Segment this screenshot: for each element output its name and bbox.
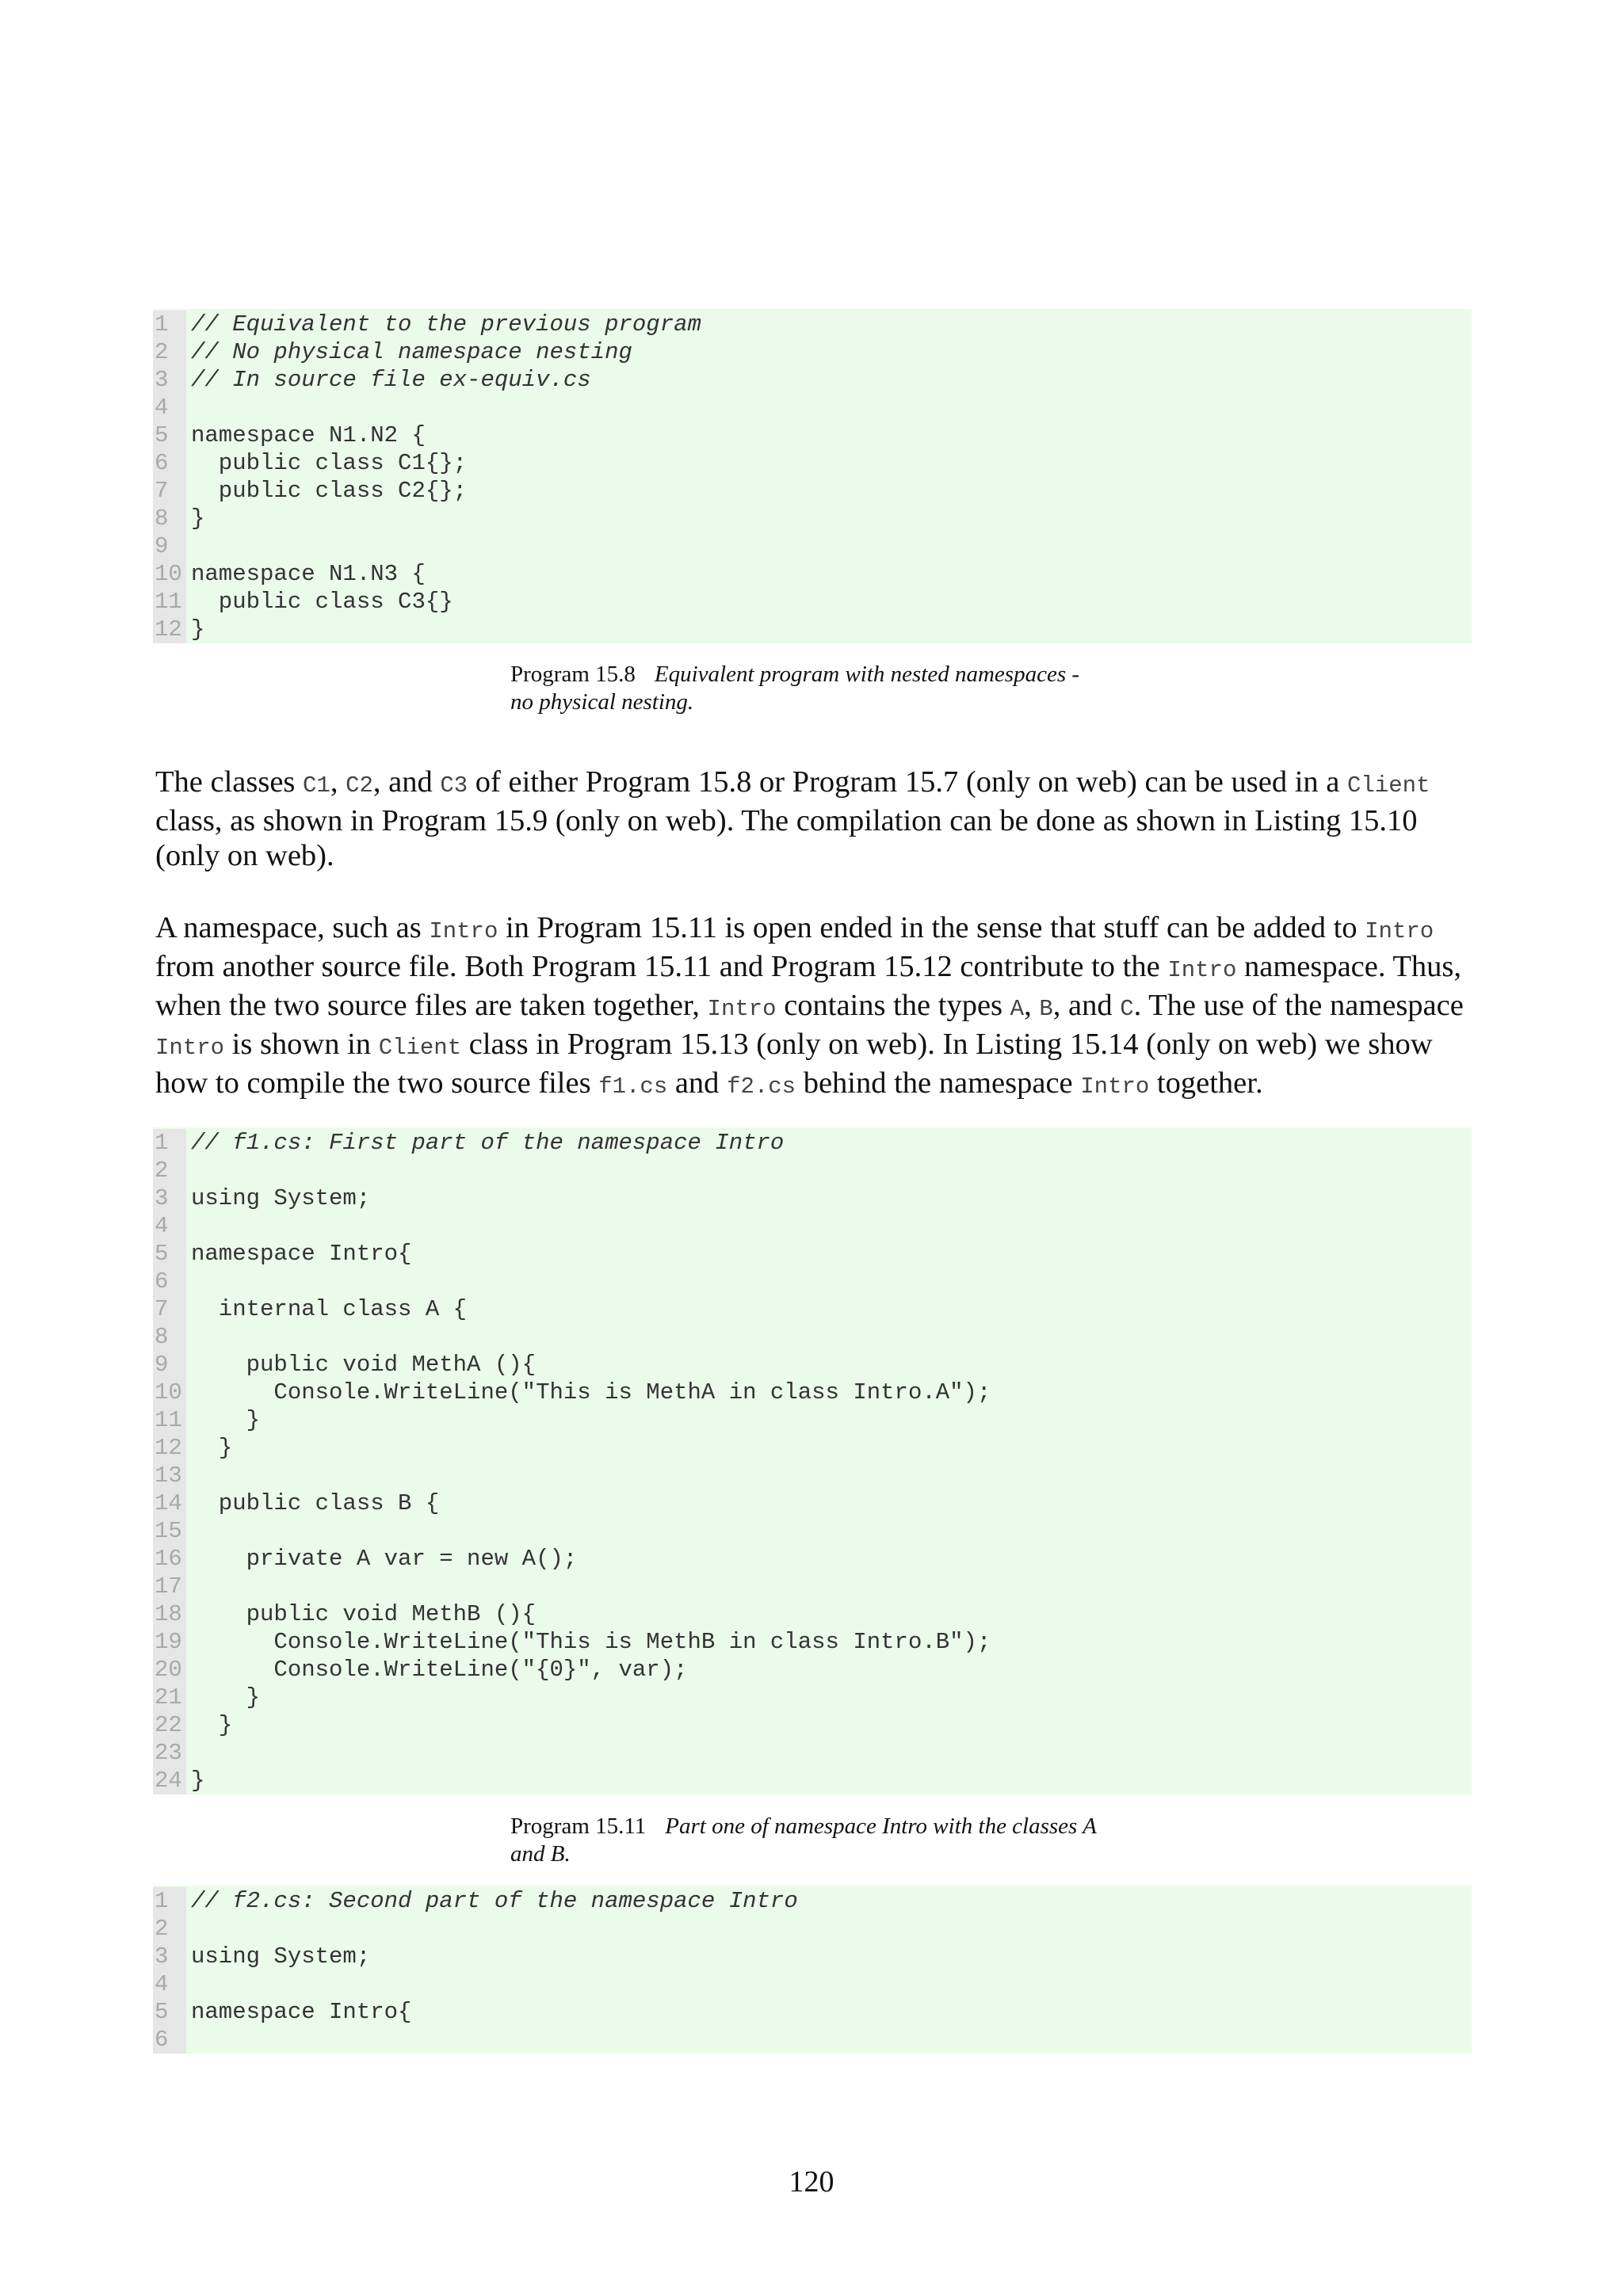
code-block-program-15-11 xyxy=(153,1127,1472,1794)
line-number: 23 xyxy=(153,1739,186,1767)
code-line xyxy=(153,2026,1472,2054)
code-text: Console.WriteLine("This is MethA in class Intro.A"); xyxy=(191,1379,991,1405)
code-text xyxy=(186,1739,191,1767)
line-number: 2 xyxy=(153,1157,186,1184)
line-number: 2 xyxy=(153,338,186,366)
line-number: 11 xyxy=(153,588,186,616)
code-text xyxy=(186,1573,191,1600)
code-line xyxy=(153,1739,1472,1767)
code-line xyxy=(153,588,1472,616)
line-number: 7 xyxy=(153,1295,186,1323)
line-number: 6 xyxy=(153,449,186,477)
code-text xyxy=(186,1462,191,1489)
line-number: 16 xyxy=(153,1545,186,1573)
code-text: using System; xyxy=(191,1185,371,1211)
line-number: 1 xyxy=(153,1887,186,1915)
line-number: 19 xyxy=(153,1628,186,1656)
paragraph-classes: The classes C1, C2, and C3 of either Program 15.8 or Program 15.7 (only on web) can be used in a Client class, as shown in Program 15.9 (only on web). The compilation can be done as shown in Listing 15.10 (only on web). xyxy=(155,765,1430,872)
code-line xyxy=(153,1184,1472,1212)
paragraph-namespace: A namespace, such as Intro in Program 15.11 is open ended in the sense that stuff can be added to Intro from another source file. Both Program 15.11 and Program 15.12 contribute to the Intro namespace. Thus, when the two source files are taken together, Intro contains the types A, B, and C. The use of the namespace Intro is shown in Client class in Program 15.13 (only on web). In Listing 15.14 (only on web) we show how to compile the two source files f1.cs and f2.cs behind the namespace Intro together. xyxy=(155,911,1464,1100)
line-number: 24 xyxy=(153,1767,186,1794)
code-line xyxy=(153,1379,1472,1406)
code-line xyxy=(153,421,1472,449)
code-line xyxy=(153,1970,1472,1998)
code-text: // Equivalent to the previous program xyxy=(191,311,701,338)
code-text xyxy=(186,1212,191,1240)
code-text: // No physical namespace nesting xyxy=(191,339,632,365)
code-line xyxy=(153,1628,1472,1656)
code-text: // In source file ex-equiv.cs xyxy=(191,367,591,393)
code-text: internal class A { xyxy=(191,1296,468,1322)
code-line xyxy=(153,616,1472,643)
line-number: 9 xyxy=(153,1351,186,1379)
code-line xyxy=(153,1462,1472,1489)
code-text: } xyxy=(191,505,205,532)
caption-program-15-11 xyxy=(510,1813,1160,1868)
code-line xyxy=(153,532,1472,560)
code-text: public class B { xyxy=(191,1490,440,1516)
page-number: 120 xyxy=(789,2165,834,2199)
code-text xyxy=(186,1517,191,1545)
code-text: namespace N1.N3 { xyxy=(191,561,426,587)
code-line xyxy=(153,1767,1472,1794)
code-line xyxy=(153,1915,1472,1943)
line-number: 18 xyxy=(153,1600,186,1628)
line-number: 6 xyxy=(153,1268,186,1295)
code-line xyxy=(153,1656,1472,1684)
code-line xyxy=(153,1998,1472,2026)
code-line xyxy=(153,394,1472,421)
code-line xyxy=(153,1887,1472,1915)
caption-text-line2: no physical nesting. xyxy=(510,689,694,715)
line-number: 5 xyxy=(153,1998,186,2026)
code-line xyxy=(153,1489,1472,1517)
line-number: 1 xyxy=(153,311,186,338)
code-line xyxy=(153,1351,1472,1379)
code-text: public void MethA (){ xyxy=(191,1352,537,1378)
line-number: 21 xyxy=(153,1684,186,1711)
code-line xyxy=(153,1684,1472,1711)
code-text: } xyxy=(191,1407,261,1433)
code-text: // f1.cs: First part of the namespace Intro xyxy=(191,1130,785,1156)
code-text xyxy=(186,1157,191,1184)
line-number: 5 xyxy=(153,1240,186,1268)
code-line xyxy=(153,505,1472,532)
caption-text-line2: and B. xyxy=(510,1841,571,1867)
line-number: 4 xyxy=(153,1212,186,1240)
line-number: 17 xyxy=(153,1573,186,1600)
code-text: Console.WriteLine("This is MethB in class Intro.B"); xyxy=(191,1629,991,1655)
code-text: public class C1{}; xyxy=(191,450,468,476)
line-number: 10 xyxy=(153,560,186,588)
code-line xyxy=(153,366,1472,394)
code-text: namespace Intro{ xyxy=(191,1999,412,2025)
code-text: public class C2{}; xyxy=(191,478,468,504)
line-number: 7 xyxy=(153,477,186,505)
code-text: } xyxy=(191,1712,233,1738)
line-number: 3 xyxy=(153,366,186,394)
code-text xyxy=(186,1970,191,1998)
code-line xyxy=(153,338,1472,366)
code-line xyxy=(153,1129,1472,1157)
code-text: public class C3{} xyxy=(191,589,453,615)
code-block-program-15-12 xyxy=(153,1886,1472,2054)
line-number: 11 xyxy=(153,1406,186,1434)
line-number: 22 xyxy=(153,1711,186,1739)
code-line xyxy=(153,1212,1472,1240)
code-text xyxy=(186,394,191,421)
line-number: 1 xyxy=(153,1129,186,1157)
code-text: private A var = new A(); xyxy=(191,1546,578,1572)
code-text xyxy=(186,1323,191,1351)
line-number: 12 xyxy=(153,616,186,643)
code-line xyxy=(153,560,1472,588)
code-text: namespace Intro{ xyxy=(191,1241,412,1267)
code-text: public void MethB (){ xyxy=(191,1601,537,1627)
code-line xyxy=(153,1711,1472,1739)
line-number: 3 xyxy=(153,1943,186,1970)
line-number: 12 xyxy=(153,1434,186,1462)
code-line xyxy=(153,1157,1472,1184)
code-text: using System; xyxy=(191,1943,371,1970)
line-number: 5 xyxy=(153,421,186,449)
line-number: 13 xyxy=(153,1462,186,1489)
line-number: 14 xyxy=(153,1489,186,1517)
code-line xyxy=(153,1240,1472,1268)
caption-label: Program 15.11 xyxy=(510,1814,647,1839)
line-number: 4 xyxy=(153,394,186,421)
caption-program-15-8 xyxy=(510,661,1160,716)
code-text: // f2.cs: Second part of the namespace Intro xyxy=(191,1888,798,1914)
code-line xyxy=(153,1434,1472,1462)
code-line xyxy=(153,1545,1472,1573)
line-number: 4 xyxy=(153,1970,186,1998)
line-number: 20 xyxy=(153,1656,186,1684)
code-line xyxy=(153,1295,1472,1323)
code-line xyxy=(153,1406,1472,1434)
code-line xyxy=(153,1323,1472,1351)
code-text xyxy=(186,532,191,560)
code-line xyxy=(153,1600,1472,1628)
code-line xyxy=(153,477,1472,505)
code-block-program-15-8 xyxy=(153,309,1472,643)
code-line xyxy=(153,449,1472,477)
caption-text-line1: Part one of namespace Intro with the classes A xyxy=(665,1814,1097,1839)
line-number: 8 xyxy=(153,505,186,532)
line-number: 6 xyxy=(153,2026,186,2054)
code-text: Console.WriteLine("{0}", var); xyxy=(191,1657,688,1683)
code-line xyxy=(153,1573,1472,1600)
code-text xyxy=(186,2026,191,2054)
code-line xyxy=(153,311,1472,338)
code-line xyxy=(153,1517,1472,1545)
line-number: 8 xyxy=(153,1323,186,1351)
code-text: } xyxy=(191,1435,233,1461)
code-text xyxy=(186,1915,191,1943)
line-number: 10 xyxy=(153,1379,186,1406)
code-line xyxy=(153,1943,1472,1970)
caption-text-line1: Equivalent program with nested namespaces - xyxy=(654,662,1080,687)
code-text: } xyxy=(191,1768,205,1794)
line-number: 9 xyxy=(153,532,186,560)
line-number: 15 xyxy=(153,1517,186,1545)
caption-label: Program 15.8 xyxy=(510,662,636,687)
line-number: 3 xyxy=(153,1184,186,1212)
code-line xyxy=(153,1268,1472,1295)
code-text: namespace N1.N2 { xyxy=(191,422,426,448)
code-text xyxy=(186,1268,191,1295)
line-number: 2 xyxy=(153,1915,186,1943)
code-text: } xyxy=(191,616,205,643)
code-text: } xyxy=(191,1684,261,1711)
